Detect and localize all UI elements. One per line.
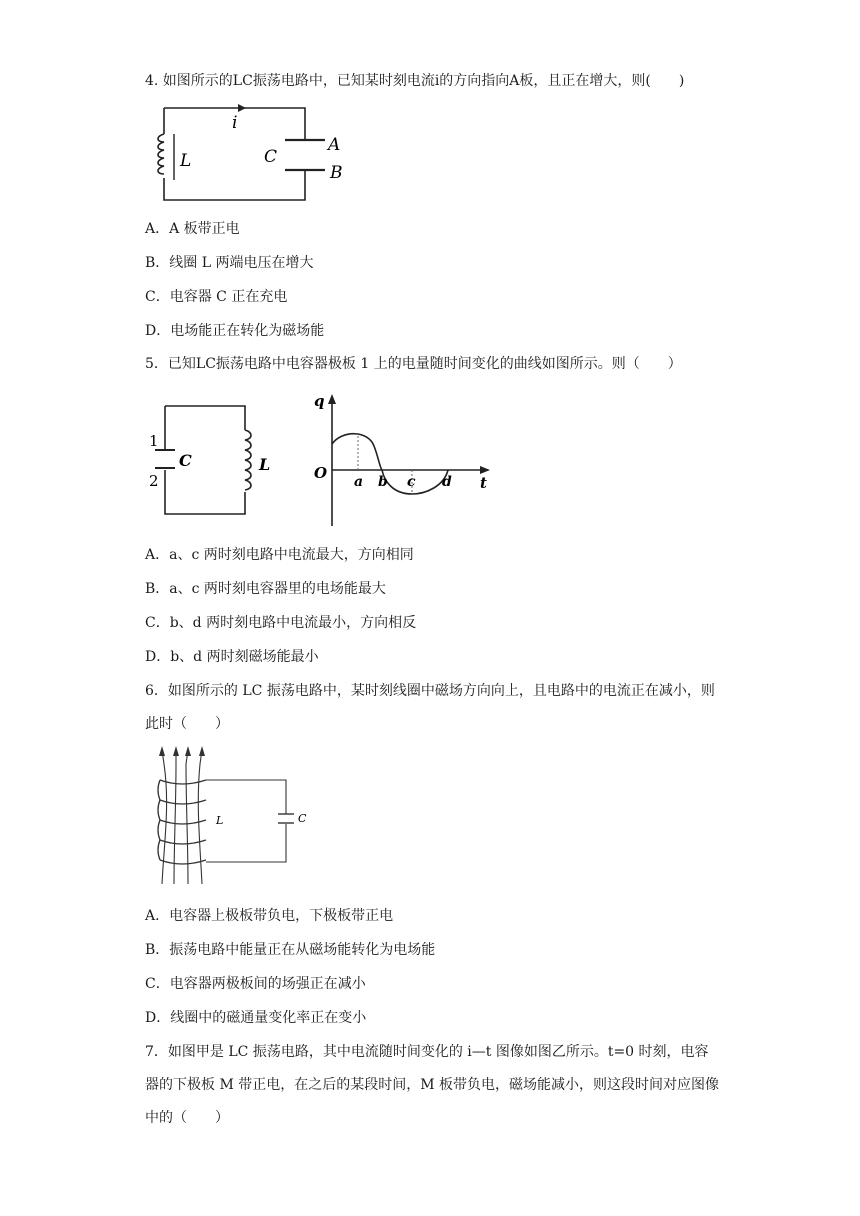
question-6-option-b[interactable]: B．振荡电路中能量正在从磁场能转化为电场能 — [145, 942, 436, 958]
question-4-circuit-figure — [150, 100, 360, 210]
plate-b-label: B — [330, 163, 343, 183]
inductor-label: L — [259, 455, 271, 474]
question-4-option-c[interactable]: C．电容器 C 正在充电 — [145, 289, 288, 305]
capacitor-label: C — [264, 147, 278, 167]
question-5-circuit-figure — [145, 400, 275, 520]
point-b-label: b — [378, 474, 388, 490]
plate-2-label: 2 — [149, 472, 159, 490]
point-d-label: d — [442, 474, 452, 490]
point-c-label: c — [407, 474, 416, 490]
capacitor-label: C — [179, 451, 192, 470]
question-7-stem: 7．如图甲是 LC 振荡电路，其中电流随时间变化的 i—t 图像如图乙所示。t=0 时刻，电容器的下极板 M 带正电，在之后的某段时间，M 板带负电，磁场能减小，则这段时间对应图像中的（ ） — [145, 1044, 720, 1126]
q-axis-label: q — [314, 392, 325, 410]
origin-label: O — [314, 464, 328, 482]
question-5-option-b[interactable]: B．a、c 两时刻电容器里的电场能最大 — [145, 581, 386, 597]
question-6-option-a[interactable]: A．电容器上极板带负电，下极板带正电 — [145, 908, 394, 924]
inductor-label: L — [216, 814, 224, 827]
point-a-label: a — [354, 474, 364, 490]
question-5-charge-graph — [308, 390, 508, 530]
question-6-stem: 6．如图所示的 LC 振荡电路中，某时刻线圈中磁场方向向上，且电路中的电流正在减小，则此时（ ） — [145, 683, 715, 732]
t-axis-label: t — [480, 474, 487, 492]
question-6-option-c[interactable]: C．电容器两极板间的场强正在减小 — [145, 976, 366, 992]
plate-1-label: 1 — [149, 432, 159, 450]
question-5-option-d[interactable]: D．b、d 两时刻磁场能最小 — [145, 649, 319, 665]
question-4-stem: 4. 如图所示的LC振荡电路中，已知某时刻电流i的方向指向A板，且正在增大，则( ) — [145, 73, 685, 89]
question-5-stem: 5．已知LC振荡电路中电容器极板 1 上的电量随时间变化的曲线如图所示。则（ ） — [145, 356, 682, 372]
question-5-option-c[interactable]: C．b、d 两时刻电路中电流最小，方向相反 — [145, 615, 417, 631]
current-label: i — [232, 113, 238, 133]
question-4-option-a[interactable]: A．A 板带正电 — [145, 221, 240, 237]
question-4-option-b[interactable]: B．线圈 L 两端电压在增大 — [145, 255, 314, 271]
question-4-option-d[interactable]: D．电场能正在转化为磁场能 — [145, 323, 325, 339]
question-6-option-d[interactable]: D．线圈中的磁通量变化率正在变小 — [145, 1010, 367, 1026]
inductor-label: L — [180, 151, 192, 171]
capacitor-label: C — [298, 812, 307, 825]
question-6-coil-figure — [150, 744, 320, 890]
plate-a-label: A — [328, 135, 341, 155]
question-5-option-a[interactable]: A．a、c 两时刻电路中电流最大，方向相同 — [145, 547, 414, 563]
